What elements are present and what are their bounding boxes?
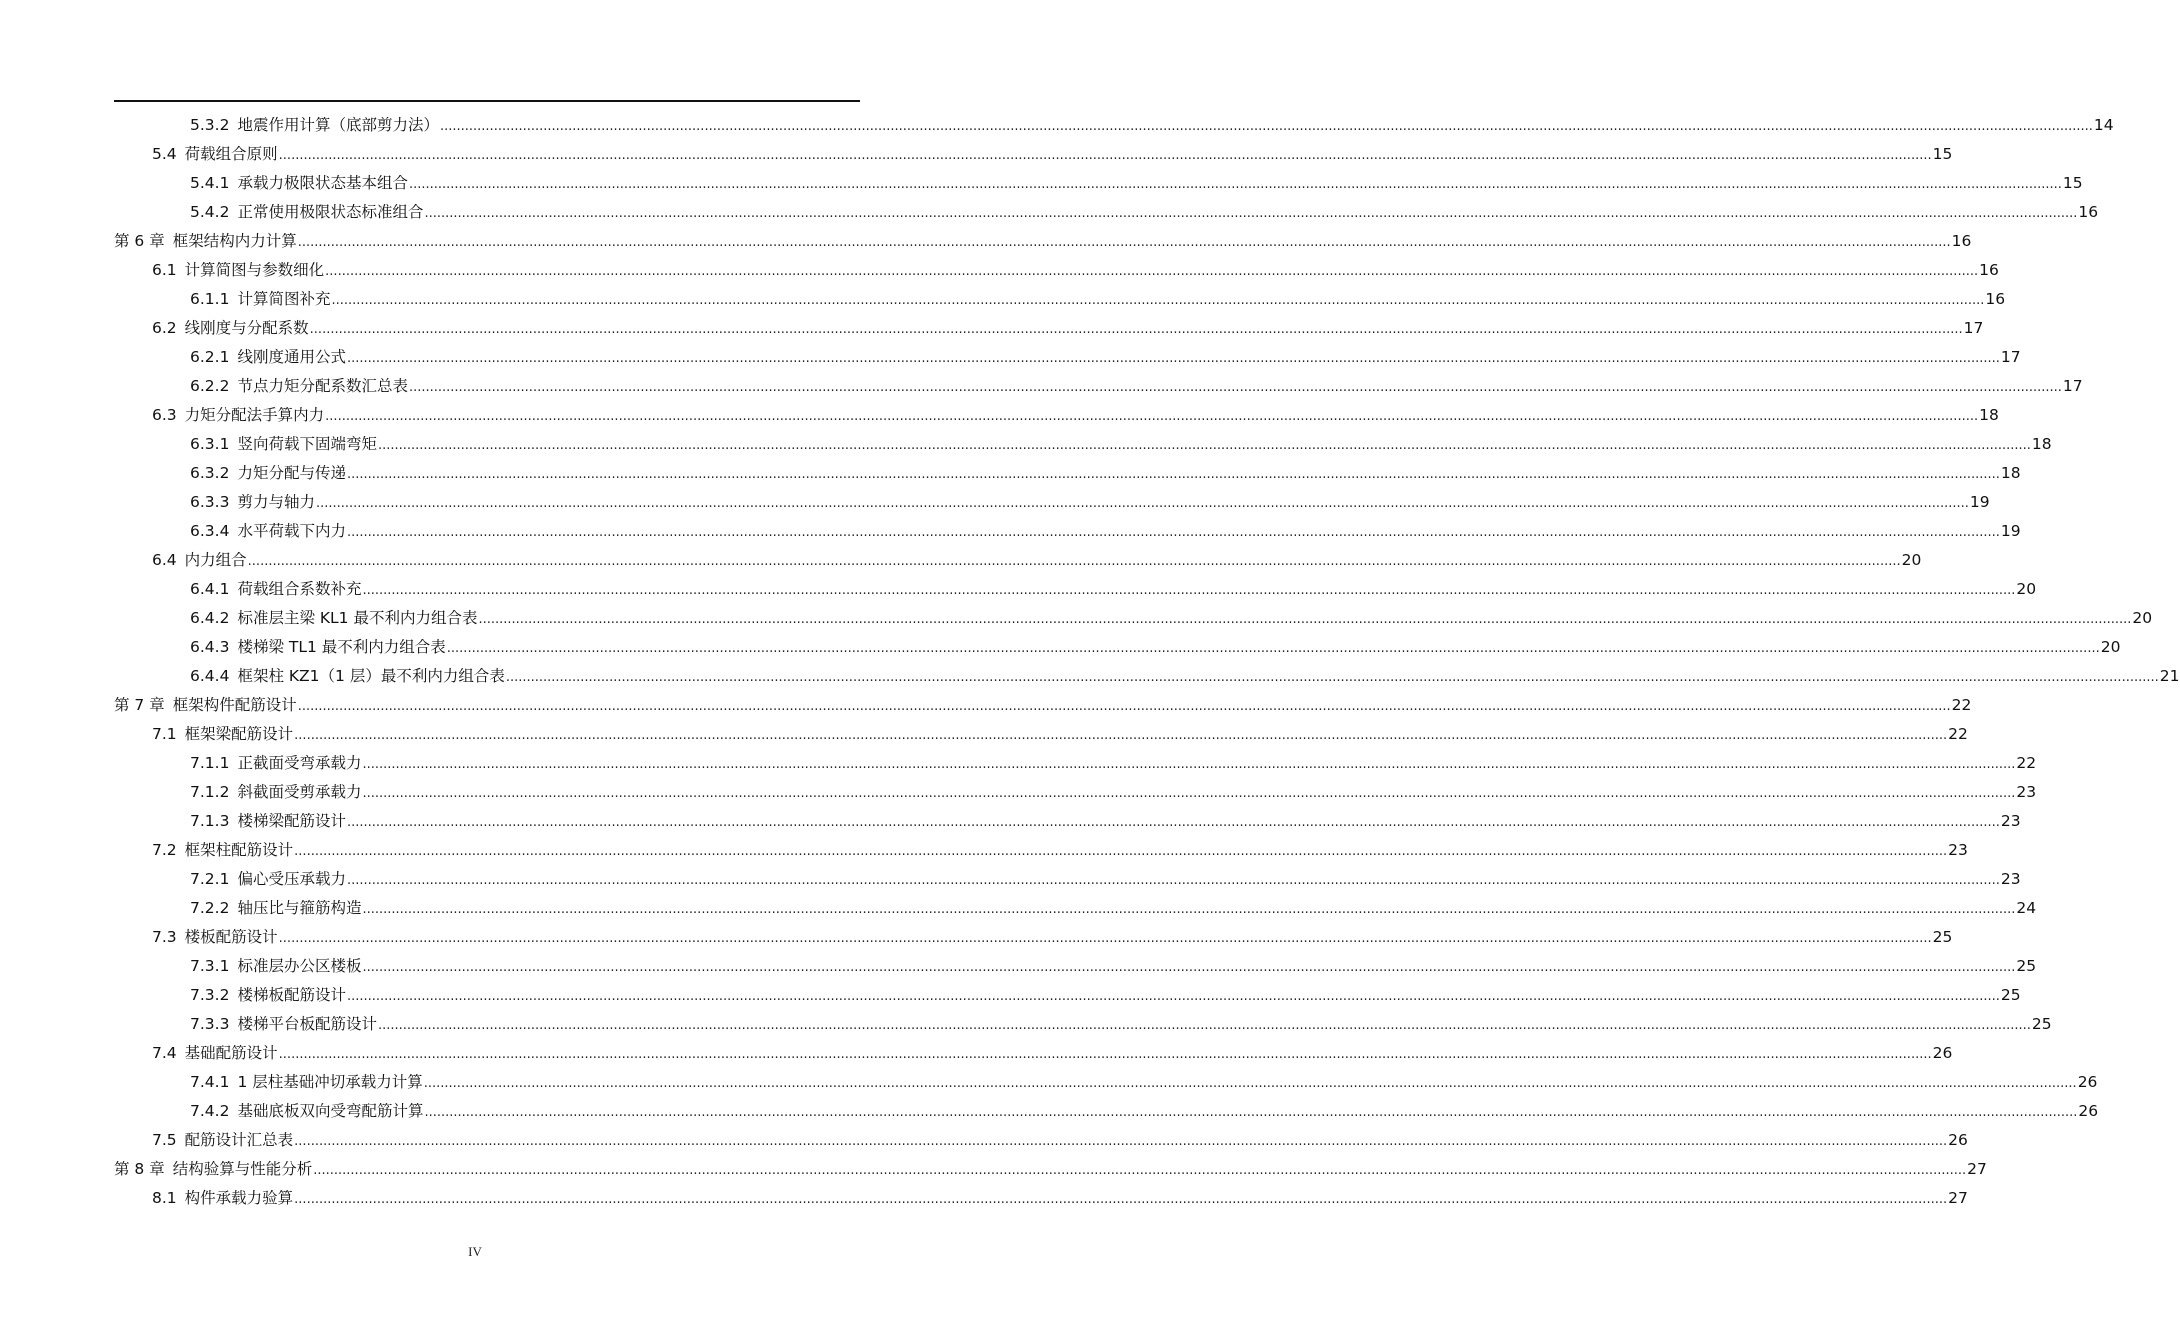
toc-entry-title: 楼梯平台板配筋设计 — [237, 1015, 377, 1033]
toc-dot-leader: ................................................................................................................................................................................................................................................................................................................................................................................................................ — [294, 1192, 1948, 1207]
toc-entry-number: 6.4.1 — [190, 580, 230, 598]
toc-dot-leader: ................................................................................................................................................................................................................................................................................................................................................................................................................ — [408, 177, 2062, 192]
toc-entry[interactable] — [114, 227, 1972, 256]
toc-entry-title: 计算简图与参数细化 — [184, 261, 325, 279]
toc-entry-title: 内力组合 — [184, 551, 247, 569]
toc-entry[interactable] — [114, 314, 1984, 343]
toc-entry-number: 第 6 章 — [114, 232, 165, 250]
toc-entry-number: 6.2.1 — [190, 348, 230, 366]
toc-entry-title: 荷载组合原则 — [184, 145, 278, 163]
toc-entry-title: 1 层柱基础冲切承载力计算 — [237, 1073, 423, 1091]
toc-entry-title: 框架构件配筋设计 — [172, 696, 297, 714]
toc-entry-page: 18 — [2000, 464, 2021, 482]
toc-entry-title: 基础底板双向受弯配筋计算 — [237, 1102, 424, 1120]
toc-entry[interactable] — [114, 807, 2021, 836]
toc-entry-number: 5.4.2 — [190, 203, 230, 221]
page-number: IV — [468, 1244, 482, 1259]
toc-entry-title: 轴压比与箍筋构造 — [237, 899, 362, 917]
toc-entry-number: 7.2 — [152, 841, 177, 859]
toc-entry-title: 楼梯梁配筋设计 — [237, 812, 346, 830]
toc-entry-page: 16 — [1985, 290, 2006, 308]
toc-entry[interactable] — [114, 575, 2037, 604]
toc-entry[interactable] — [114, 894, 2037, 923]
toc-entry-title: 力矩分配与传递 — [237, 464, 346, 482]
toc-dot-leader: ................................................................................................................................................................................................................................................................................................................................................................................................................ — [377, 1018, 2031, 1033]
toc-dot-leader: ................................................................................................................................................................................................................................................................................................................................................................................................................ — [505, 670, 2159, 685]
toc-entry-page: 25 — [2031, 1015, 2052, 1033]
toc-entry-number: 7.4.2 — [190, 1102, 230, 1120]
toc-entry[interactable] — [114, 546, 1922, 575]
toc-dot-leader: ................................................................................................................................................................................................................................................................................................................................................................................................................ — [478, 612, 2132, 627]
toc-entry-title: 标准层办公区楼板 — [237, 957, 362, 975]
toc-entry[interactable] — [114, 865, 2021, 894]
toc-entry-page: 27 — [1967, 1160, 1987, 1178]
toc-dot-leader: ................................................................................................................................................................................................................................................................................................................................................................................................................ — [278, 931, 1932, 946]
toc-entry-page: 23 — [1948, 841, 1968, 859]
toc-entry-title: 框架梁配筋设计 — [184, 725, 294, 743]
toc-entry-title: 结构验算与性能分析 — [172, 1160, 313, 1178]
toc-dot-leader: ................................................................................................................................................................................................................................................................................................................................................................................................................ — [446, 641, 2100, 656]
toc-entry-number: 5.3.2 — [190, 116, 230, 134]
toc-entry-number: 7.2.1 — [190, 870, 230, 888]
toc-entry-title: 楼板配筋设计 — [184, 928, 278, 946]
toc-entry-number: 7.4 — [152, 1044, 177, 1062]
toc-entry-number: 7.1 — [152, 725, 177, 743]
toc-entry-title: 标准层主梁 KL1 最不利内力组合表 — [237, 609, 478, 627]
toc-entry-page: 16 — [1951, 232, 1972, 250]
toc-entry[interactable] — [114, 488, 1990, 517]
toc-entry[interactable] — [114, 285, 2006, 314]
toc-entry-title: 框架柱 KZ1（1 层）最不利内力组合表 — [237, 667, 505, 685]
toc-entry-page: 20 — [1901, 551, 1922, 569]
toc-entry-number: 5.4.1 — [190, 174, 230, 192]
toc-entry-page: 16 — [2078, 203, 2099, 221]
toc-dot-leader: ................................................................................................................................................................................................................................................................................................................................................................................................................ — [362, 960, 2016, 975]
toc-dot-leader: ................................................................................................................................................................................................................................................................................................................................................................................................................ — [331, 293, 1985, 308]
toc-entry[interactable] — [114, 1068, 2098, 1097]
toc-entry[interactable] — [114, 981, 2021, 1010]
toc-dot-leader: ................................................................................................................................................................................................................................................................................................................................................................................................................ — [424, 1105, 2078, 1120]
toc-entry[interactable] — [114, 836, 1968, 865]
toc-entry-title: 框架柱配筋设计 — [184, 841, 294, 859]
toc-entry[interactable] — [114, 691, 1972, 720]
toc-entry[interactable] — [114, 1010, 2052, 1039]
toc-entry-number: 6.1.1 — [190, 290, 230, 308]
toc-dot-leader: ................................................................................................................................................................................................................................................................................................................................................................................................................ — [315, 496, 1969, 511]
toc-entry-page: 27 — [1948, 1189, 1968, 1207]
toc-entry[interactable] — [114, 169, 2083, 198]
toc-entry-page: 22 — [1951, 696, 1972, 714]
toc-entry-title: 楼梯梁 TL1 最不利内力组合表 — [237, 638, 446, 656]
toc-entry-number: 6.1 — [152, 261, 177, 279]
toc-entry-title: 正截面受弯承载力 — [237, 754, 362, 772]
toc-entry-title: 斜截面受剪承载力 — [237, 783, 362, 801]
toc-entry-page: 18 — [1979, 406, 1999, 424]
toc-entry-page: 26 — [1932, 1044, 1953, 1062]
toc-dot-leader: ................................................................................................................................................................................................................................................................................................................................................................................................................ — [294, 844, 1948, 859]
toc-dot-leader: ................................................................................................................................................................................................................................................................................................................................................................................................................ — [377, 438, 2031, 453]
toc-dot-leader: ................................................................................................................................................................................................................................................................................................................................................................................................................ — [362, 902, 2016, 917]
toc-entry[interactable] — [114, 662, 2180, 691]
toc-entry-page: 15 — [1932, 145, 1953, 163]
toc-dot-leader: ................................................................................................................................................................................................................................................................................................................................................................................................................ — [325, 409, 1979, 424]
toc-entry-page: 26 — [2078, 1102, 2099, 1120]
toc-dot-leader: ................................................................................................................................................................................................................................................................................................................................................................................................................ — [278, 148, 1932, 163]
toc-entry[interactable] — [114, 1097, 2099, 1126]
toc-dot-leader: ................................................................................................................................................................................................................................................................................................................................................................................................................ — [423, 1076, 2077, 1091]
toc-dot-leader: ................................................................................................................................................................................................................................................................................................................................................................................................................ — [346, 351, 2000, 366]
toc-entry-title: 偏心受压承载力 — [237, 870, 346, 888]
toc-entry-number: 6.3 — [152, 406, 177, 424]
toc-entry-number: 6.3.1 — [190, 435, 230, 453]
toc-entry[interactable] — [114, 1184, 1968, 1213]
toc-entry-number: 6.4.3 — [190, 638, 230, 656]
toc-entry-page: 25 — [1932, 928, 1953, 946]
toc-entry-number: 7.3 — [152, 928, 177, 946]
toc-entry-page: 26 — [1948, 1131, 1968, 1149]
toc-dot-leader: ................................................................................................................................................................................................................................................................................................................................................................................................................ — [362, 757, 2016, 772]
toc-entry[interactable] — [114, 778, 2037, 807]
toc-entry[interactable] — [114, 720, 1968, 749]
toc-dot-leader: ................................................................................................................................................................................................................................................................................................................................................................................................................ — [297, 699, 1951, 714]
toc-dot-leader: ................................................................................................................................................................................................................................................................................................................................................................................................................ — [408, 380, 2062, 395]
toc-entry-number: 6.3.3 — [190, 493, 230, 511]
toc-entry[interactable] — [114, 1155, 1987, 1184]
toc-entry[interactable] — [114, 372, 2083, 401]
toc-dot-leader: ................................................................................................................................................................................................................................................................................................................................................................................................................ — [247, 554, 1901, 569]
toc-entry-page: 25 — [2000, 986, 2021, 1004]
toc-entry[interactable] — [114, 1126, 1968, 1155]
toc-entry-page: 23 — [2000, 870, 2021, 888]
toc-entry[interactable] — [114, 343, 2021, 372]
toc-entry-number: 6.3.4 — [190, 522, 230, 540]
toc-entry-number: 8.1 — [152, 1189, 177, 1207]
toc-entry-number: 6.4.2 — [190, 609, 230, 627]
toc-entry-number: 7.5 — [152, 1131, 177, 1149]
toc-entry-page: 20 — [2132, 609, 2153, 627]
toc-entry-page: 16 — [1979, 261, 1999, 279]
toc-entry-title: 竖向荷载下固端弯矩 — [237, 435, 377, 453]
toc-dot-leader: ................................................................................................................................................................................................................................................................................................................................................................................................................ — [362, 583, 2016, 598]
toc-entry[interactable] — [114, 517, 2021, 546]
toc-dot-leader: ................................................................................................................................................................................................................................................................................................................................................................................................................ — [346, 989, 2000, 1004]
toc-entry-title: 力矩分配法手算内力 — [184, 406, 325, 424]
toc-entry-number: 第 7 章 — [114, 696, 165, 714]
toc-entry-title: 正常使用极限状态标准组合 — [237, 203, 424, 221]
toc-dot-leader: ................................................................................................................................................................................................................................................................................................................................................................................................................ — [294, 1134, 1948, 1149]
toc-entry-page: 18 — [2031, 435, 2052, 453]
toc-entry-number: 7.3.1 — [190, 957, 230, 975]
toc-dot-leader: ................................................................................................................................................................................................................................................................................................................................................................................................................ — [346, 873, 2000, 888]
toc-entry-title: 承载力极限状态基本组合 — [237, 174, 408, 192]
toc-dot-leader: ................................................................................................................................................................................................................................................................................................................................................................................................................ — [294, 728, 1948, 743]
toc-entry-number: 6.4 — [152, 551, 177, 569]
toc-dot-leader: ................................................................................................................................................................................................................................................................................................................................................................................................................ — [346, 815, 2000, 830]
toc-entry-number: 7.4.1 — [190, 1073, 230, 1091]
toc-entry[interactable] — [114, 256, 1999, 285]
toc-entry-title: 配筋设计汇总表 — [184, 1131, 294, 1149]
toc-entry-page: 15 — [2062, 174, 2083, 192]
toc-entry[interactable] — [114, 604, 2153, 633]
toc-entry[interactable] — [114, 633, 2121, 662]
toc-entry-number: 7.1.1 — [190, 754, 230, 772]
toc-dot-leader: ................................................................................................................................................................................................................................................................................................................................................................................................................ — [346, 525, 2000, 540]
toc-dot-leader: ................................................................................................................................................................................................................................................................................................................................................................................................................ — [297, 235, 1951, 250]
toc-dot-leader: ................................................................................................................................................................................................................................................................................................................................................................................................................ — [424, 206, 2078, 221]
toc-entry-number: 6.3.2 — [190, 464, 230, 482]
toc-entry-page: 22 — [2016, 754, 2037, 772]
toc-entry-page: 25 — [2016, 957, 2037, 975]
toc-entry-page: 26 — [2077, 1073, 2098, 1091]
toc-entry-title: 构件承载力验算 — [184, 1189, 294, 1207]
toc-entry-page: 22 — [1948, 725, 1968, 743]
toc-entry[interactable] — [114, 749, 2037, 778]
toc-entry-number: 7.3.3 — [190, 1015, 230, 1033]
toc-entry-page: 23 — [2000, 812, 2021, 830]
toc-entry[interactable] — [114, 1039, 1953, 1068]
toc-entry-title: 节点力矩分配系数汇总表 — [237, 377, 408, 395]
toc-entry-number: 6.2.2 — [190, 377, 230, 395]
toc-entry-title: 计算简图补充 — [237, 290, 331, 308]
toc-entry-title: 水平荷载下内力 — [237, 522, 346, 540]
toc-entry[interactable] — [114, 430, 2052, 459]
toc-entry-page: 19 — [1969, 493, 1990, 511]
toc-entry[interactable] — [114, 140, 1953, 169]
toc-entry-page: 24 — [2016, 899, 2037, 917]
toc-entry-page: 23 — [2016, 783, 2037, 801]
toc-entry-page: 14 — [2093, 116, 2114, 134]
toc-entry[interactable] — [114, 923, 1953, 952]
table-of-contents — [114, 111, 2180, 1213]
header-rule — [114, 100, 860, 102]
toc-entry[interactable] — [114, 401, 1999, 430]
toc-entry-title: 线刚度与分配系数 — [184, 319, 309, 337]
toc-entry-title: 基础配筋设计 — [184, 1044, 278, 1062]
toc-entry-number: 7.1.2 — [190, 783, 230, 801]
toc-entry-number: 第 8 章 — [114, 1160, 165, 1178]
toc-entry-page: 20 — [2016, 580, 2037, 598]
toc-entry-page: 17 — [2000, 348, 2021, 366]
toc-entry-title: 地震作用计算（底部剪力法） — [237, 116, 439, 134]
toc-dot-leader: ................................................................................................................................................................................................................................................................................................................................................................................................................ — [439, 119, 2093, 134]
toc-entry-title: 线刚度通用公式 — [237, 348, 346, 366]
toc-entry-page: 17 — [2062, 377, 2083, 395]
toc-dot-leader: ................................................................................................................................................................................................................................................................................................................................................................................................................ — [346, 467, 2000, 482]
toc-entry-page: 20 — [2100, 638, 2121, 656]
toc-entry-title: 楼梯板配筋设计 — [237, 986, 346, 1004]
toc-dot-leader: ................................................................................................................................................................................................................................................................................................................................................................................................................ — [313, 1163, 1967, 1178]
toc-entry-number: 5.4 — [152, 145, 177, 163]
toc-entry[interactable] — [114, 459, 2021, 488]
toc-entry-page: 17 — [1963, 319, 1984, 337]
toc-entry[interactable] — [114, 198, 2099, 227]
toc-entry-title: 荷载组合系数补充 — [237, 580, 362, 598]
toc-entry-title: 剪力与轴力 — [237, 493, 315, 511]
toc-entry-title: 框架结构内力计算 — [172, 232, 297, 250]
toc-entry-number: 6.4.4 — [190, 667, 230, 685]
toc-entry-number: 7.3.2 — [190, 986, 230, 1004]
toc-entry[interactable] — [114, 111, 2114, 140]
toc-entry-page: 21 — [2159, 667, 2180, 685]
toc-entry-number: 7.2.2 — [190, 899, 230, 917]
toc-dot-leader: ................................................................................................................................................................................................................................................................................................................................................................................................................ — [325, 264, 1979, 279]
toc-entry-page: 19 — [2000, 522, 2021, 540]
toc-entry-number: 7.1.3 — [190, 812, 230, 830]
toc-dot-leader: ................................................................................................................................................................................................................................................................................................................................................................................................................ — [309, 322, 1963, 337]
toc-dot-leader: ................................................................................................................................................................................................................................................................................................................................................................................................................ — [362, 786, 2016, 801]
toc-entry-number: 6.2 — [152, 319, 177, 337]
toc-entry[interactable] — [114, 952, 2037, 981]
toc-dot-leader: ................................................................................................................................................................................................................................................................................................................................................................................................................ — [278, 1047, 1932, 1062]
